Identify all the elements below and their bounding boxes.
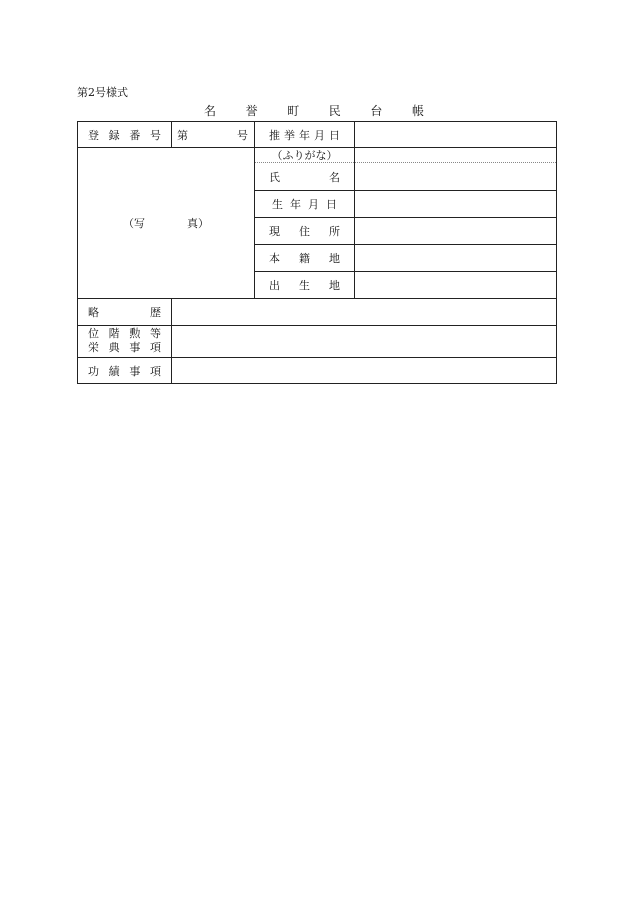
birthplace-field[interactable] [355,272,556,298]
registered-domicile-field[interactable] [355,245,556,271]
char: 生 [299,279,310,292]
recommendation-date-label [255,122,354,147]
furigana-field[interactable] [355,148,556,162]
title-char: 誉 [245,104,258,118]
ranks-honors-field[interactable] [172,326,556,357]
career-label [78,299,171,325]
char: 月 [314,128,325,142]
char: 月 [308,198,319,211]
char: 録 [108,128,120,142]
document-title [204,102,424,119]
title-char: 町 [287,104,300,118]
photo-label-open: （写 [123,217,145,230]
char: 出 [269,279,280,292]
char: 籍 [299,252,310,265]
title-char: 名 [204,104,217,118]
char: 年 [299,128,310,142]
title-char: 民 [328,104,341,118]
char: 所 [329,225,340,238]
ranks-line-2 [88,341,161,355]
char: 功 [88,364,99,378]
title-char: 台 [370,104,383,118]
char: 栄 [88,341,99,354]
char: 日 [326,198,337,211]
char: 位 [88,327,99,340]
char: 略 [88,306,99,319]
char: 階 [108,327,120,340]
number-suffix: 号 [237,128,248,142]
char: 生 [272,198,283,211]
number-prefix: 第 [177,128,188,142]
birthplace-label [255,272,354,298]
char: 号 [149,128,161,142]
current-address-field[interactable] [355,218,556,244]
furigana-label: （ふりがな） [271,149,338,162]
char: 績 [108,364,120,378]
birth-date-label [255,191,354,217]
recommendation-date-field[interactable] [355,122,556,147]
char: 日 [329,128,340,142]
ranks-line-1 [88,327,161,341]
char: 項 [149,341,161,354]
char: 等 [149,327,161,340]
name-field[interactable] [355,163,556,190]
char: 現 [269,225,280,238]
achievements-field[interactable] [172,358,556,383]
border-right [556,121,557,384]
form-number-label: 第2号様式 [77,86,128,99]
char: 事 [129,341,141,354]
char: 氏 [269,170,280,184]
char: 住 [299,225,310,238]
char: 登 [88,128,99,142]
border-bottom [77,383,557,384]
char: 本 [269,252,280,265]
title-char: 帳 [411,104,424,118]
registered-domicile-label [255,245,354,271]
char: 事 [129,364,141,378]
photo-label-close: 真） [187,217,209,230]
birth-date-field[interactable] [355,191,556,217]
char: 推 [269,128,280,142]
name-label [255,163,354,190]
ranks-honors-label [88,327,161,355]
char: 地 [329,279,340,292]
char: 項 [149,364,161,378]
char: 番 [129,128,141,142]
char: 名 [329,170,340,184]
career-field[interactable] [172,299,556,325]
char: 年 [290,198,301,211]
registration-number-label [78,122,171,147]
registration-number-field[interactable] [172,122,254,147]
photo-area [78,148,254,298]
current-address-label [255,218,354,244]
char: 挙 [284,128,295,142]
char: 歴 [150,306,161,319]
char: 地 [329,252,340,265]
char: 典 [108,341,120,354]
achievements-label [78,358,171,383]
char: 勲 [129,327,141,340]
